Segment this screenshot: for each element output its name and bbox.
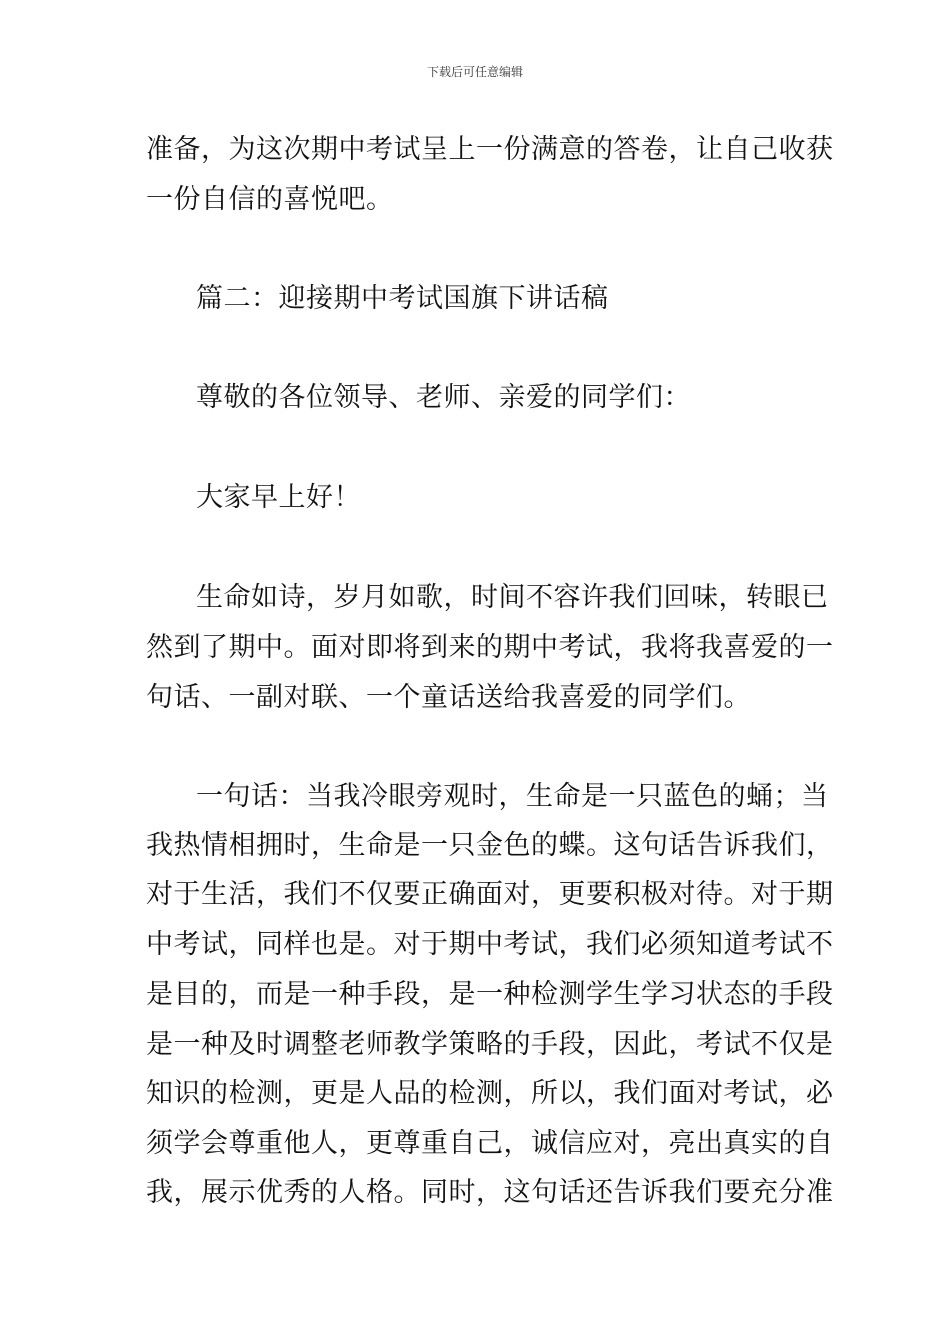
text-line: 是目的，而是一种手段，是一种检测学生学习状态的手段	[146, 979, 834, 1010]
section-heading: 篇二：迎接期中考试国旗下讲话稿	[196, 283, 609, 314]
page-header: 下载后可任意编辑	[426, 65, 523, 79]
greeting: 大家早上好！	[196, 482, 361, 513]
text-line: 生命如诗，岁月如歌，时间不容许我们回味，转眼已	[196, 582, 829, 613]
text-line: 是一种及时调整老师教学策略的手段，因此，考试不仅是	[146, 1029, 834, 1060]
text-line: 须学会尊重他人，更尊重自己，诚信应对，亮出真实的自	[146, 1128, 834, 1159]
text-line: 一句话：当我冷眼旁观时，生命是一只蓝色的蛹；当	[196, 781, 829, 812]
salutation: 尊敬的各位领导、老师、亲爱的同学们：	[196, 382, 691, 413]
text-line: 句话、一副对联、一个童话送给我喜爱的同学们。	[146, 682, 751, 713]
text-line: 一份自信的喜悦吧。	[146, 184, 394, 215]
text-line: 知识的检测，更是人品的检测，所以，我们面对考试，必	[146, 1078, 834, 1109]
text-line: 对于生活，我们不仅要正确面对，更要积极对待。对于期	[146, 879, 834, 910]
text-line: 我热情相拥时，生命是一只金色的蝶。这句话告诉我们，	[146, 830, 834, 861]
text-line: 然到了期中。面对即将到来的期中考试，我将我喜爱的一	[146, 632, 834, 663]
text-line: 中考试，同样也是。对于期中考试，我们必须知道考试不	[146, 929, 834, 960]
text-line: 我，展示优秀的人格。同时，这句话还告诉我们要充分准	[146, 1177, 834, 1208]
text-line: 准备，为这次期中考试呈上一份满意的答卷，让自己收获	[146, 134, 834, 165]
